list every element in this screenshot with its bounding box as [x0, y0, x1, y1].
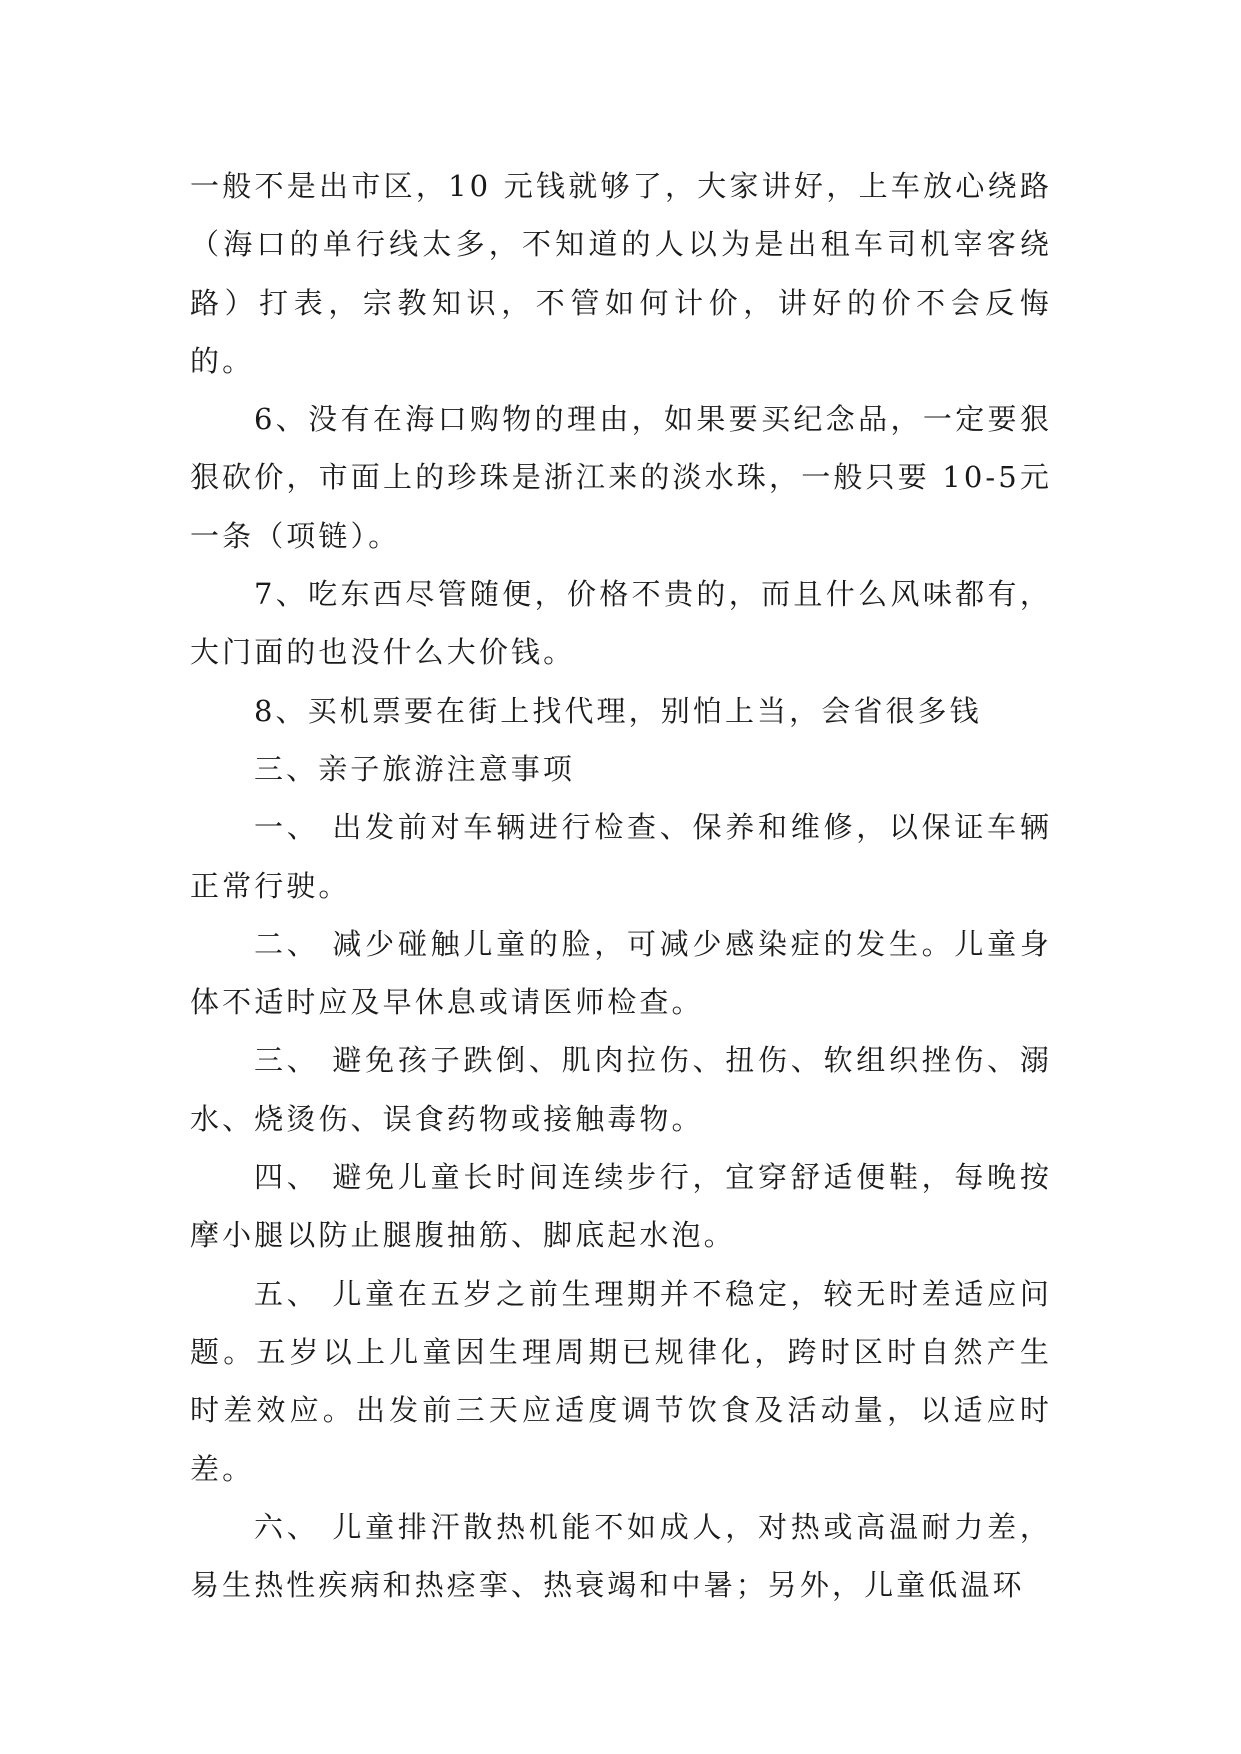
- paragraph-item-5: 五、 儿童在五岁之前生理期并不稳定，较无时差适应问题。五岁以上儿童因生理周期已规律化，跨时区时自然产生时差效应。出发前三天应适度调节饮食及活动量，以适应时差。: [190, 1276, 1052, 1486]
- paragraph-taxi-fare: 一般不是出市区，10 元钱就够了，大家讲好，上车放心绕路（海口的单行线太多，不知道的人以为是出租车司机宰客绕路）打表，宗教知识，不管如何计价，讲好的价不会反悔的。: [190, 169, 1052, 378]
- paragraph-air-tickets: 8、买机票要在街上找代理，别怕上当，会省很多钱: [254, 693, 982, 728]
- document-body: [190, 157, 1052, 1614]
- paragraph-shopping: 6、没有在海口购物的理由，如果要买纪念品，一定要狠狠砍价，市面上的珍珠是浙江来的淡水珠，一般只要 10-5元一条（项链）。: [190, 402, 1052, 553]
- paragraph-item-4: 四、 避免儿童长时间连续步行，宜穿舒适便鞋，每晚按摩小腿以防止腿腹抽筋、脚底起水泡。: [190, 1160, 1052, 1253]
- section-heading-family-travel: 三、亲子旅游注意事项: [254, 751, 576, 786]
- paragraph-item-3: 三、 避免孩子跌倒、肌肉拉伤、扭伤、软组织挫伤、溺水、烧烫伤、误食药物或接触毒物。: [190, 1043, 1052, 1136]
- paragraph-item-6: 六、 儿童排汗散热机能不如成人，对热或高温耐力差，易生热性疾病和热痉挛、热衰竭和中暑；另外，儿童低温环: [190, 1509, 1052, 1603]
- paragraph-food: 7、吃东西尽管随便，价格不贵的，而且什么风味都有，大门面的也没什么大价钱。: [190, 577, 1052, 670]
- paragraph-item-2: 二、 减少碰触儿童的脸，可减少感染症的发生。儿童身体不适时应及早休息或请医师检查。: [190, 926, 1052, 1020]
- paragraph-item-1: 一、 出发前对车辆进行检查、保养和维修，以保证车辆正常行驶。: [190, 810, 1052, 903]
